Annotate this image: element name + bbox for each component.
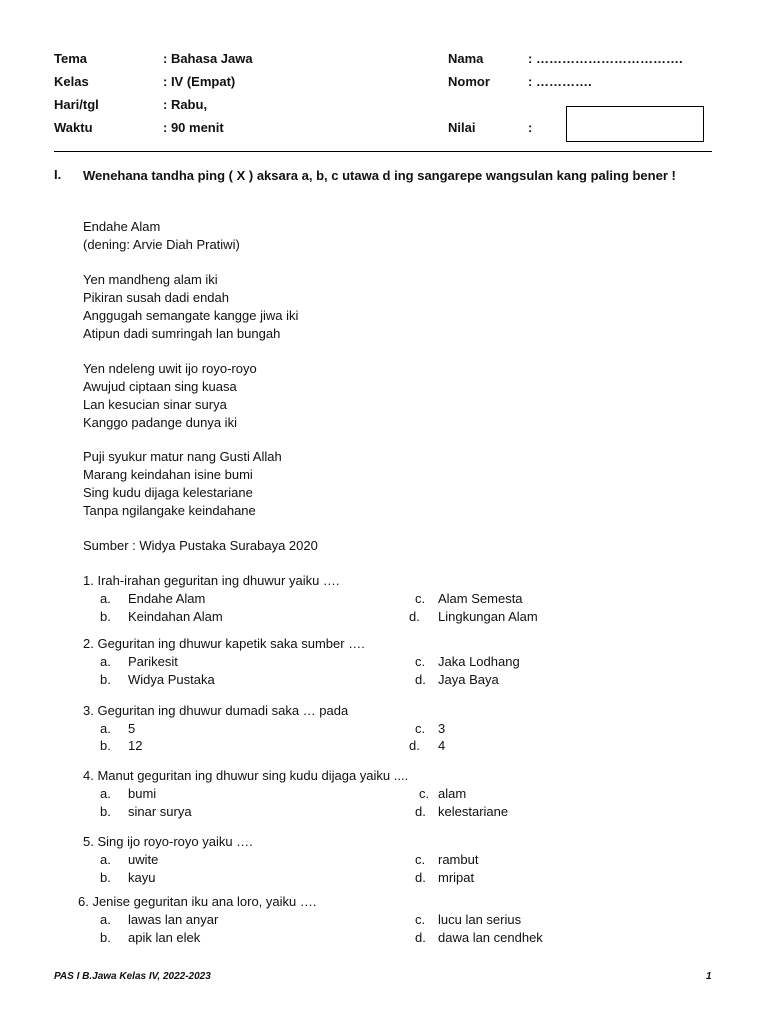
poem-line: Yen mandheng alam iki xyxy=(83,272,218,287)
option-letter-c[interactable]: c. xyxy=(415,912,426,927)
option-letter-d[interactable]: d. xyxy=(415,930,426,945)
kelas-label: Kelas xyxy=(54,74,89,89)
poem-line: Awujud ciptaan sing kuasa xyxy=(83,379,237,394)
tema-label: Tema xyxy=(54,51,87,66)
section-instruction: Wenehana tandha ping ( X ) aksara a, b, c utawa d ing sangarepe wangsulan kang paling bener ! xyxy=(83,168,676,183)
poem-line: Sing kudu dijaga kelestariane xyxy=(83,485,253,500)
waktu-label: Waktu xyxy=(54,120,93,135)
option-letter-b[interactable]: b. xyxy=(100,930,111,945)
question-4: 4. Manut geguritan ing dhuwur sing kudu dijaga yaiku .... xyxy=(83,768,409,783)
question-3: 3. Geguritan ing dhuwur dumadi saka … pada xyxy=(83,703,349,718)
poem-line: Atipun dadi sumringah lan bungah xyxy=(83,326,281,341)
option-text-b: apik lan elek xyxy=(128,930,201,945)
option-text-c: Alam Semesta xyxy=(438,591,523,606)
option-letter-b[interactable]: b. xyxy=(100,609,111,624)
option-text-d: kelestariane xyxy=(438,804,509,819)
option-letter-a[interactable]: a. xyxy=(100,912,111,927)
nama-label: Nama xyxy=(448,51,484,66)
option-letter-a[interactable]: a. xyxy=(100,786,111,801)
poem-line: Puji syukur matur nang Gusti Allah xyxy=(83,449,282,464)
option-letter-d[interactable]: d. xyxy=(415,672,426,687)
option-text-b: kayu xyxy=(128,870,156,885)
option-letter-b[interactable]: b. xyxy=(100,870,111,885)
nama-field[interactable]: : ……………………………. xyxy=(528,51,683,66)
question-2: 2. Geguritan ing dhuwur kapetik saka sumber …. xyxy=(83,636,365,651)
poem-line: Yen ndeleng uwit ijo royo-royo xyxy=(83,361,257,376)
question-1: 1. Irah-irahan geguritan ing dhuwur yaiku …. xyxy=(83,573,340,588)
poem-line: Pikiran susah dadi endah xyxy=(83,290,229,305)
nilai-label: Nilai xyxy=(448,120,476,135)
option-letter-d[interactable]: d. xyxy=(409,738,420,753)
option-text-c: Jaka Lodhang xyxy=(438,654,520,669)
option-letter-c[interactable]: c. xyxy=(415,852,426,867)
nomor-label: Nomor xyxy=(448,74,490,89)
option-text-a: bumi xyxy=(128,786,157,801)
option-text-c: lucu lan serius xyxy=(438,912,522,927)
option-letter-a[interactable]: a. xyxy=(100,654,111,669)
page-number: 1 xyxy=(706,971,712,982)
section-number: I. xyxy=(54,167,62,182)
option-letter-c[interactable]: c. xyxy=(415,721,426,736)
option-text-a: Endahe Alam xyxy=(128,591,206,606)
hari-value: : Rabu, xyxy=(163,97,208,112)
option-text-b: sinar surya xyxy=(128,804,192,819)
option-letter-c[interactable]: c. xyxy=(419,786,430,801)
option-letter-a[interactable]: a. xyxy=(100,852,111,867)
option-text-b: Keindahan Alam xyxy=(128,609,223,624)
question-6: 6. Jenise geguritan iku ana loro, yaiku …. xyxy=(78,894,317,909)
nilai-colon: : xyxy=(528,120,533,135)
hari-label: Hari/tgl xyxy=(54,97,99,112)
option-letter-a[interactable]: a. xyxy=(100,591,111,606)
option-letter-d[interactable]: d. xyxy=(415,804,426,819)
option-letter-c[interactable]: c. xyxy=(415,591,426,606)
poem-line: Kanggo padange dunya iki xyxy=(83,415,237,430)
option-text-b: 12 xyxy=(128,738,143,753)
poem-line: Anggugah semangate kangge jiwa iki xyxy=(83,308,299,323)
option-text-d: Jaya Baya xyxy=(438,672,499,687)
option-text-d: mripat xyxy=(438,870,475,885)
option-text-a: uwite xyxy=(128,852,159,867)
option-letter-c[interactable]: c. xyxy=(415,654,426,669)
poem-line: Lan kesucian sinar surya xyxy=(83,397,227,412)
option-letter-d[interactable]: d. xyxy=(415,870,426,885)
option-text-a: lawas lan anyar xyxy=(128,912,219,927)
option-text-c: alam xyxy=(438,786,467,801)
option-text-a: 5 xyxy=(128,721,136,736)
option-letter-b[interactable]: b. xyxy=(100,738,111,753)
score-box[interactable] xyxy=(566,106,704,142)
option-letter-b[interactable]: b. xyxy=(100,804,111,819)
option-text-b: Widya Pustaka xyxy=(128,672,215,687)
option-text-d: dawa lan cendhek xyxy=(438,930,543,945)
poem-line: Tanpa ngilangake keindahane xyxy=(83,503,256,518)
tema-value: : Bahasa Jawa xyxy=(163,51,253,66)
poem-author: (dening: Arvie Diah Pratiwi) xyxy=(83,237,240,252)
option-text-c: 3 xyxy=(438,721,446,736)
kelas-value: : IV (Empat) xyxy=(163,74,236,89)
waktu-value: : 90 menit xyxy=(163,120,224,135)
option-text-a: Parikesit xyxy=(128,654,178,669)
question-5: 5. Sing ijo royo-royo yaiku …. xyxy=(83,834,253,849)
poem-source: Sumber : Widya Pustaka Surabaya 2020 xyxy=(83,538,318,553)
option-text-d: 4 xyxy=(438,738,446,753)
option-letter-d[interactable]: d. xyxy=(409,609,420,624)
nomor-field[interactable]: : …………. xyxy=(528,74,592,89)
option-letter-a[interactable]: a. xyxy=(100,721,111,736)
option-text-d: Lingkungan Alam xyxy=(438,609,538,624)
poem-title: Endahe Alam xyxy=(83,219,161,234)
footer-text: PAS I B.Jawa Kelas IV, 2022-2023 xyxy=(54,971,211,982)
poem-line: Marang keindahan isine bumi xyxy=(83,467,253,482)
option-text-c: rambut xyxy=(438,852,479,867)
option-letter-b[interactable]: b. xyxy=(100,672,111,687)
header-divider xyxy=(54,151,712,152)
